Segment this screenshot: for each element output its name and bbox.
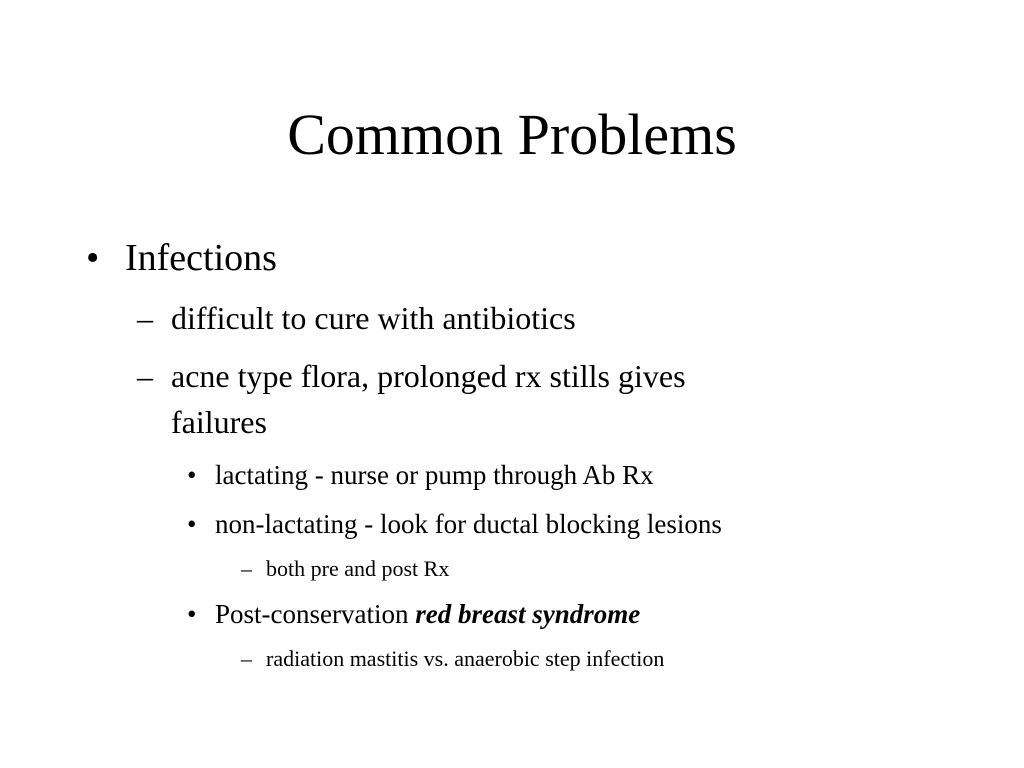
dash-marker: –	[137, 300, 153, 336]
subbullet-post-conservation	[215, 597, 640, 631]
bullet-marker: •	[86, 237, 100, 279]
dash-marker: –	[241, 556, 252, 581]
subbullet-lactating: lactating - nurse or pump through Ab Rx	[215, 460, 654, 490]
subbullet-both-pre-and-post: both pre and post Rx	[266, 556, 450, 581]
subbullet-radiation-mastitis: radiation mastitis vs. anaerobic step infection	[266, 646, 665, 671]
subbullet-non-lactating: non-lactating - look for ductal blocking lesions	[215, 509, 722, 539]
bullet-marker: •	[187, 509, 197, 539]
post-conservation-text: Post-conservation	[215, 599, 416, 629]
dash-marker: –	[137, 358, 153, 394]
red-breast-syndrome-emphasis: red breast syndrome	[415, 599, 641, 629]
bullet-marker: •	[187, 460, 197, 490]
slide-title: Common Problems	[287, 102, 737, 167]
dash-marker: –	[241, 646, 252, 671]
bullet-infections: Infections	[125, 237, 277, 279]
subbullet-difficult-to-cure: difficult to cure with antibiotics	[171, 300, 576, 336]
subbullet-acne-type-flora: acne type flora, prolonged rx stills gives	[171, 358, 686, 394]
bullet-marker: •	[187, 599, 197, 629]
subbullet-acne-type-flora-continued: failures	[171, 404, 267, 440]
